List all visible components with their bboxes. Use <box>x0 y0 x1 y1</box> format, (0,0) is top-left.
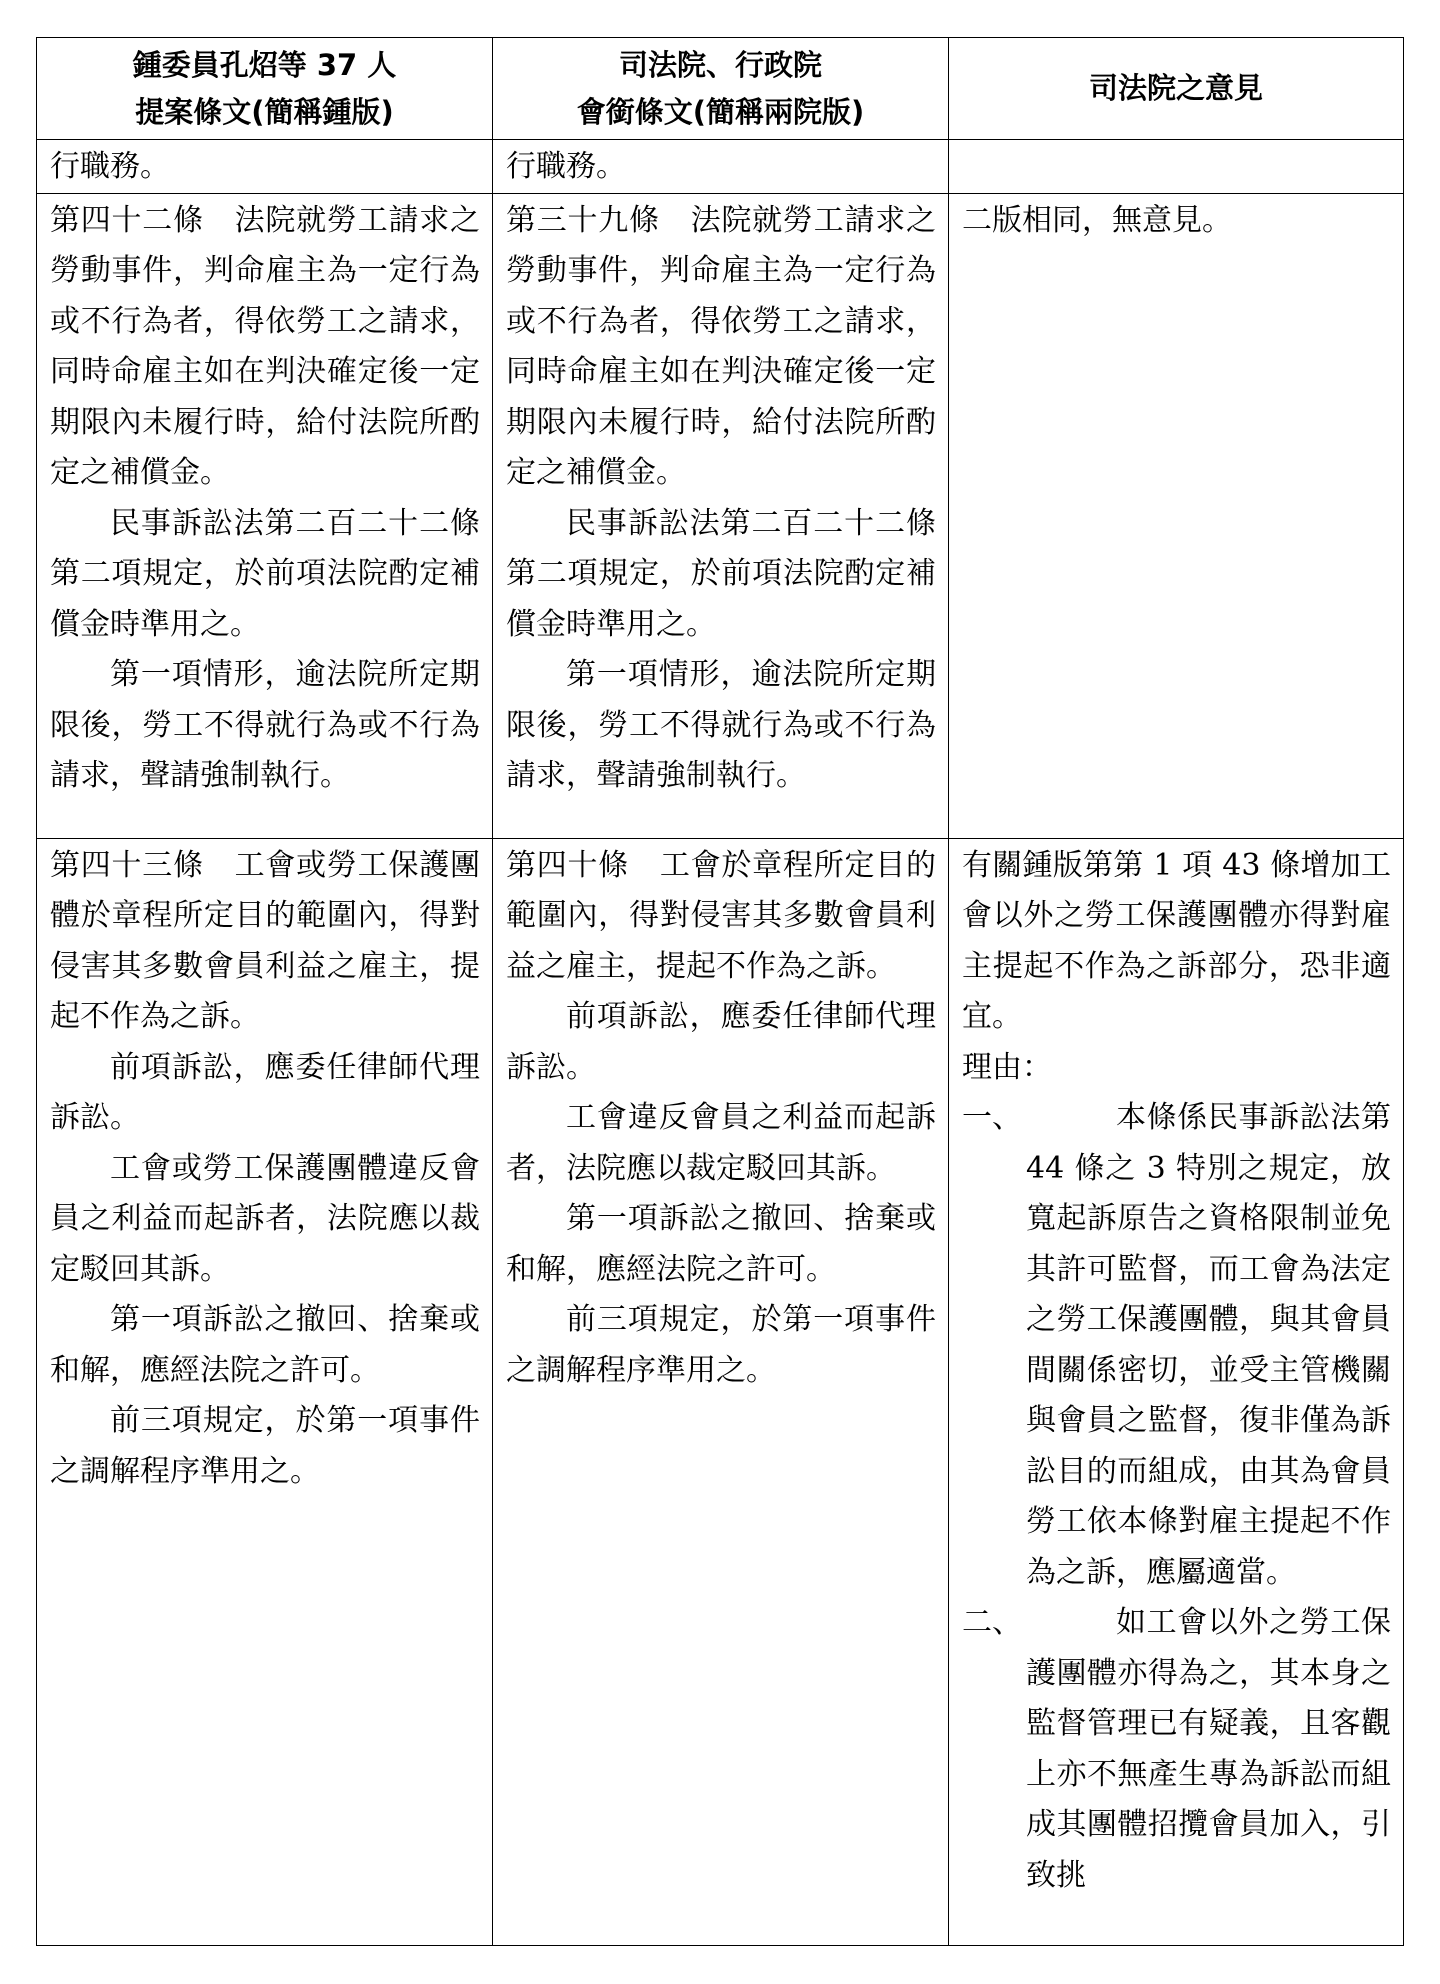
reason-marker-1: 一、 <box>962 1100 1022 1135</box>
table-row-article-43 <box>37 838 1404 1945</box>
header-judicial-opinion <box>949 38 1404 140</box>
table-row-article-42 <box>37 193 1404 838</box>
zhong-art42-para1: 第四十二條 法院就勞工請求之勞動事件，判命雇主為一定行為或不行為者，得依勞工之請求，同時命雇主如在判決確定後一定期限內未履行時，給付法院所酌定之補償金。 <box>50 202 480 490</box>
cell-zhong-continuation <box>37 140 493 194</box>
comparison-table <box>36 37 1404 1946</box>
zhong-art43-para1: 第四十三條 工會或勞工保護團體於章程所定目的範圍內，得對侵害其多數會員利益之雇主，提起不作為之訴。 <box>50 847 480 1034</box>
reason-marker-2: 二、 <box>962 1605 1022 1640</box>
header-two-courts-version <box>493 38 949 140</box>
text-continuation-col2: 行職務。 <box>506 149 626 184</box>
opinion-reason-item-1 <box>962 1093 1391 1598</box>
zhong-art43-para4: 第一項訴訟之撤回、捨棄或和解，應經法院之許可。 <box>50 1302 480 1388</box>
reason-text-2: 如工會以外之勞工保護團體亦得為之，其本身之監督管理已有疑義，且客觀上亦不無產生專為訴訟而組成其團體招攬會員加入，引致挑 <box>1026 1605 1391 1893</box>
cell-zhong-article-43 <box>37 838 493 1945</box>
header-zhong-line1: 鍾委員孔炤等 37 人 <box>132 47 397 82</box>
cell-opinion-article-42 <box>949 193 1404 838</box>
opinion-reason-item-2 <box>962 1598 1391 1901</box>
header-row <box>37 38 1404 140</box>
header-zhong-version <box>37 38 493 140</box>
zhong-art42-para3: 第一項情形，逾法院所定期限後，勞工不得就行為或不行為請求，聲請強制執行。 <box>50 657 480 793</box>
two-courts-art40-para1: 第四十條 工會於章程所定目的範圍內，得對侵害其多數會員利益之雇主，提起不作為之訴。 <box>506 847 936 984</box>
opinion-art42-text: 二版相同，無意見。 <box>962 202 1232 238</box>
two-courts-art39-para2: 民事訴訟法第二百二十二條第二項規定，於前項法院酌定補償金時準用之。 <box>506 505 936 642</box>
two-courts-art39-para3: 第一項情形，逾法院所定期限後，勞工不得就行為或不行為請求，聲請強制執行。 <box>506 657 936 793</box>
cell-opinion-continuation <box>949 140 1404 194</box>
cell-two-courts-article-39 <box>493 193 949 838</box>
header-zhong-line2: 提案條文(簡稱鍾版) <box>135 94 394 129</box>
table-row-continuation <box>37 140 1404 194</box>
zhong-art43-para3: 工會或勞工保護團體違反會員之利益而起訴者，法院應以裁定駁回其訴。 <box>50 1150 480 1287</box>
text-continuation-col1: 行職務。 <box>50 149 170 184</box>
cell-two-courts-article-40 <box>493 838 949 1945</box>
two-courts-art39-para1: 第三十九條 法院就勞工請求之勞動事件，判命雇主為一定行為或不行為者，得依勞工之請求，同時命雇主如在判決確定後一定期限內未履行時，給付法院所酌定之補償金。 <box>506 202 936 490</box>
two-courts-art40-para5: 前三項規定，於第一項事件之調解程序準用之。 <box>506 1302 936 1388</box>
header-two-courts-line2: 會銜條文(簡稱兩院版) <box>576 94 865 129</box>
header-opinion-line1: 司法院之意見 <box>1088 71 1263 105</box>
header-two-courts-line1: 司法院、行政院 <box>618 47 822 82</box>
two-courts-art40-para4: 第一項訴訟之撤回、捨棄或和解，應經法院之許可。 <box>506 1201 936 1287</box>
two-courts-art40-para3: 工會違反會員之利益而起訴者，法院應以裁定駁回其訴。 <box>506 1100 936 1186</box>
cell-two-courts-continuation <box>493 140 949 194</box>
zhong-art43-para2: 前項訴訟，應委任律師代理訴訟。 <box>50 1049 480 1135</box>
reason-text-1: 本條係民事訴訟法第 44 條之 3 特別之規定，放寬起訴原告之資格限制並免其許可監督，而工會為法定之勞工保護團體，與其會員間關係密切，並受主管機關與會員之監督，復非僅為訴訟目的而組成，由其為會員勞工依本條對雇主提起不作為之訴，應屬適當。 <box>1026 1100 1391 1590</box>
cell-zhong-article-42 <box>37 193 493 838</box>
opinion-art43-intro: 有關鍾版第第 1 項 43 條增加工會以外之勞工保護團體亦得對雇主提起不作為之訴部分，恐非適宜。 <box>962 847 1391 1034</box>
zhong-art42-para2: 民事訴訟法第二百二十二條第二項規定，於前項法院酌定補償金時準用之。 <box>50 505 480 642</box>
cell-opinion-article-43 <box>949 838 1404 1945</box>
two-courts-art40-para2: 前項訴訟，應委任律師代理訴訟。 <box>506 999 936 1085</box>
zhong-art43-para5: 前三項規定，於第一項事件之調解程序準用之。 <box>50 1403 480 1489</box>
opinion-art43-reason-label: 理由： <box>962 1049 1052 1085</box>
